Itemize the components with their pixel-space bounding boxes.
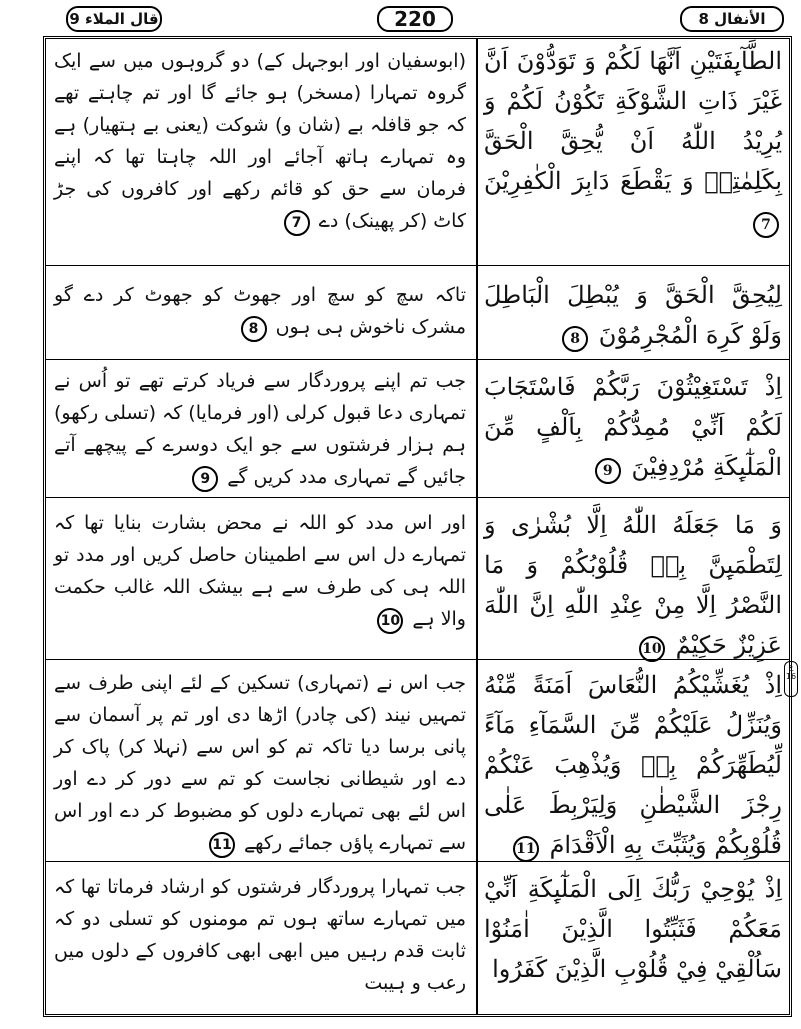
- column-divider: [476, 39, 478, 1014]
- verse-number-marker: 7: [284, 210, 310, 236]
- arabic-text: اِذْ يُغَشِّيْكُمُ النُّعَاسَ اَمَنَةً مِّنْهُ وَيُنَزِّلُ عَلَيْكُمْ مِّنَ السَّمَآءِ مَآءً لِّيُطَهِّرَكُمْ بِهٖ وَيُذْهِبَ عَنْكُمْ رِجْزَ الشَّيْطٰنِ وَلِيَرْبِطَ عَلٰى قُلُوْبِكُمْ وَيُثَبِّتَ بِهِ الْاَقْدَامَ: [484, 671, 782, 859]
- page-number: 220: [377, 6, 453, 32]
- urdu-translation: [54, 507, 466, 635]
- verse-number-marker: 11: [513, 836, 539, 862]
- urdu-text: اور اس مدد کو اللہ نے محض بشارت بنایا تھا کہ تمہارے دل اس سے اطمینان حاصل کریں اور مدد تو اللہ ہی کی طرف سے ہے بیشک اللہ غالب حکمت والا ہے: [54, 512, 466, 630]
- section-separator: [46, 497, 789, 498]
- urdu-translation: [54, 365, 466, 493]
- arabic-text: الطَّآىِٕفَتَيْنِ اَنَّهَا لَكُمْ وَ تَوَدُّوْنَ اَنَّ غَيْرَ ذَاتِ الشَّوْكَةِ تَكُوْنُ لَكُمْ وَ يُرِيْدُ اللّٰهُ اَنْ يُّحِقَّ الْحَقَّ بِكَلِمٰتِهٖ وَ يَقْطَعَ دَابِرَ الْكٰفِرِيْنَ: [484, 47, 782, 195]
- arabic-text: وَ مَا جَعَلَهُ اللّٰهُ اِلَّا بُشْرٰى وَ لِتَطْمَىِٕنَّ بِهٖ قُلُوْبُكُمْ وَ مَا النَّصْرُ اِلَّا مِنْ عِنْدِ اللّٰهِ اِنَّ اللّٰهَ عَزِيْزٌ حَكِيْمٌ: [484, 511, 782, 659]
- verse-number-marker: 9: [192, 466, 218, 492]
- arabic-text: اِذْ يُوْحِيْ رَبُّكَ اِلَى الْمَلٰٓىِٕكَةِ اَنِّيْ مَعَكُمْ فَثَبِّتُوا الَّذِيْنَ اٰمَنُوْا سَاُلْقِيْ فِيْ قُلُوْبِ الَّذِيْنَ كَفَرُوا: [484, 875, 782, 983]
- urdu-text: جب اس نے (تمہاری) تسکین کے لئے اپنی طرف سے تمہیں نیند (کی چادر) اڑھا دی اور تم پر آسمان سے پانی برسا دیا تاکہ تم کو اس سے (نہلا کر) پاک کر دے اور شیطانی نجاست کو تم سے دور کر دے اور اس لئے بھی تمہارے دلوں کو مضبوط کر دے اور اس سے تمہارے پاؤں جمائے رکھے: [54, 672, 466, 854]
- arabic-verse: [484, 869, 782, 989]
- urdu-text: جب تمہارا پروردگار فرشتوں کو ارشاد فرماتا تھا کہ میں تمہارے ساتھ ہوں تم مومنوں کو تسلی دو کہ ثابت قدم رہیں میں ابھی ابھی کافروں کے دلوں میں رعب و ہیبت: [54, 876, 466, 994]
- page-header: [42, 4, 796, 34]
- urdu-translation: [54, 45, 466, 237]
- verse-number-marker: 9: [595, 458, 621, 484]
- arabic-verse: [484, 275, 782, 355]
- verse-number-marker: 10: [639, 636, 665, 662]
- urdu-translation: [54, 667, 466, 859]
- arabic-verse: [484, 367, 782, 487]
- urdu-translation: [54, 871, 466, 999]
- urdu-text: تاکہ سچ کو سچ اور جھوٹ کو جھوٹ کر دے گو مشرک ناخوش ہی ہوں: [54, 284, 466, 338]
- section-separator: [46, 265, 789, 266]
- arabic-text: لِيُحِقَّ الْحَقَّ وَ يُبْطِلَ الْبَاطِلَ وَلَوْ كَرِهَ الْمُجْرِمُوْنَ: [484, 281, 782, 349]
- arabic-verse: [484, 665, 782, 865]
- urdu-text: (ابوسفیان اور ابوجہل کے) دو گروہوں میں سے ایک گروہ تمہارا (مسخر) ہو جائے گا اور تم چاہتے تھے کہ جو قافلہ بے (شان و) شوکت (یعنی بے ہتھیار) ہے وہ تمہارے ہاتھ آجائے اور اللہ چاہتا تھا کہ اپنے فرمان سے حق کو قائم رکھے اور کافروں کی جڑ کاٹ (کر پھینک) دے: [54, 50, 466, 232]
- para-title: قال الملاء 9: [66, 6, 162, 32]
- section-separator: [46, 359, 789, 360]
- surah-title: الأنفال 8: [680, 6, 784, 32]
- verse-number-marker: 10: [377, 608, 403, 634]
- arabic-text: اِذْ تَسْتَغِيْثُوْنَ رَبَّكُمْ فَاسْتَجَابَ لَكُمْ اَنِّيْ مُمِدُّكُمْ بِاَلْفٍ مِّنَ الْمَلٰٓىِٕكَةِ مُرْدِفِيْنَ: [484, 373, 782, 481]
- verse-number-marker: 11: [209, 832, 235, 858]
- ruku-mark: ع 16: [784, 661, 798, 697]
- verse-number-marker: 8: [562, 326, 588, 352]
- arabic-verse: [484, 505, 782, 665]
- verse-number-marker: 7: [753, 212, 779, 238]
- urdu-translation: [54, 279, 466, 343]
- text-frame: [43, 36, 797, 1017]
- arabic-verse: [484, 41, 782, 241]
- verse-number-marker: 8: [241, 316, 267, 342]
- urdu-text: جب تم اپنے پروردگار سے فریاد کرتے تھے تو اُس نے تمہاری دعا قبول کرلی (اور فرمایا) کہ (تسلی رکھو) ہم ہزار فرشتوں سے جو ایک دوسرے کے پیچھے آتے جائیں گے تمہاری مدد کریں گے: [54, 370, 466, 488]
